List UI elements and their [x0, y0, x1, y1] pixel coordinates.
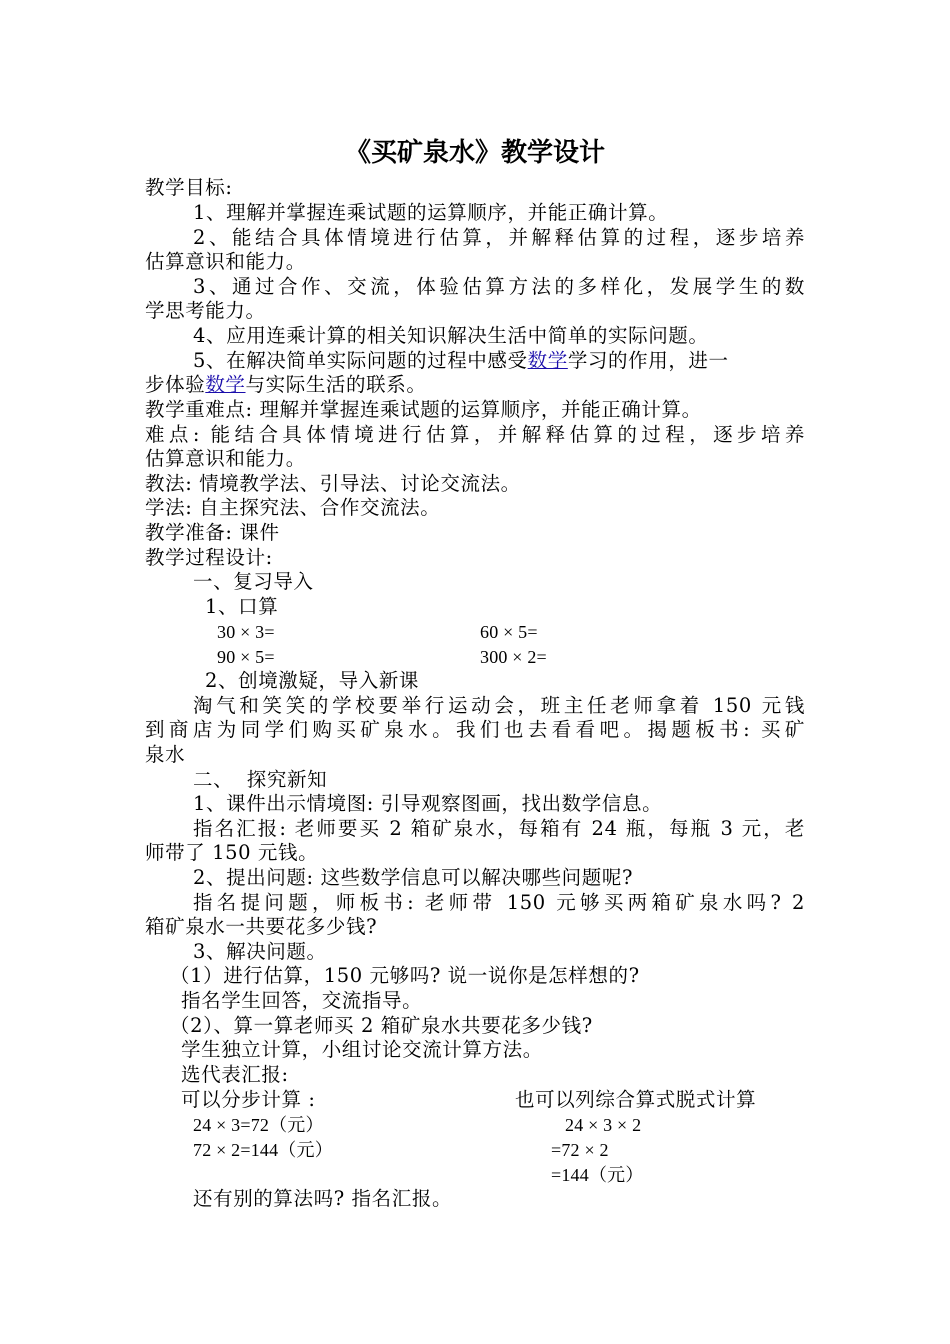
- story-line-1: 淘气和笑笑的学校要举行运动会，班主任老师拿着 150 元钱: [193, 694, 805, 717]
- objective-5b-text-end: 与实际生活的联系。: [245, 373, 427, 396]
- key-points: 教学重难点: 理解并掌握连乘试题的运算顺序，并能正确计算。: [145, 398, 702, 421]
- question-1-answer: 指名学生回答，交流指导。: [181, 989, 423, 1012]
- math-link[interactable]: 数学: [527, 349, 568, 372]
- stepwise-calc-2: 72 × 2=144（元）: [193, 1140, 333, 1160]
- teaching-method: 教法: 情境教学法、引导法、讨论交流法。: [145, 472, 521, 495]
- objective-2-line-2: 估算意识和能力。: [145, 250, 306, 273]
- combined-label: 也可以列综合算式脱式计算: [515, 1088, 757, 1111]
- objective-1: 1、理解并掌握连乘试题的运算顺序，并能正确计算。: [193, 201, 669, 224]
- objective-5-text-end: 学习的作用，进一: [567, 349, 729, 372]
- oral-calc-heading: 1、口算: [205, 595, 279, 618]
- question-line-1: 指名提问题，师板书: 老师带 150 元够买两箱矿泉水吗? 2: [193, 891, 805, 914]
- difficulty-line-2: 估算意识和能力。: [145, 447, 306, 470]
- section-2-heading: 二、 探究新知: [193, 768, 328, 791]
- story-line-2: 到商店为同学们购买矿泉水。我们也去看看吧。揭题板书: 买矿: [145, 718, 805, 741]
- objectives-heading: 教学目标:: [145, 176, 233, 199]
- combined-calc-1: 24 × 3 × 2: [565, 1115, 642, 1135]
- math-link-2[interactable]: 数学: [205, 373, 246, 396]
- process-heading: 教学过程设计:: [145, 546, 273, 569]
- report-heading: 选代表汇报:: [181, 1063, 289, 1086]
- objective-5b-text: 步体验: [145, 373, 206, 396]
- preparation: 教学准备: 课件: [145, 521, 280, 544]
- report-line-2: 师带了 150 元钱。: [145, 841, 319, 864]
- oral-calc-3: 90 × 5=: [217, 647, 275, 667]
- oral-calc-2: 60 × 5=: [480, 622, 538, 642]
- oral-calc-1: 30 × 3=: [217, 622, 275, 642]
- learning-method: 学法: 自主探究法、合作交流法。: [145, 496, 441, 519]
- question-1: （1）进行估算，150 元够吗? 说一说你是怎样想的?: [170, 964, 640, 987]
- objective-2-line-1: 2、能结合具体情境进行估算，并解释估算的过程，逐步培养: [193, 226, 805, 249]
- scene-heading: 2、创境激疑，导入新课: [205, 669, 420, 692]
- document-title: 《买矿泉水》教学设计: [344, 138, 605, 168]
- objective-4: 4、应用连乘计算的相关知识解决生活中简单的实际问题。: [193, 324, 709, 347]
- step-1: 1、课件出示情境图: 引导观察图画，找出数学信息。: [193, 792, 663, 815]
- stepwise-label: 可以分步计算 :: [181, 1088, 316, 1111]
- oral-calc-4: 300 × 2=: [480, 647, 547, 667]
- question-2-answer: 学生独立计算，小组讨论交流计算方法。: [181, 1038, 543, 1061]
- objective-5-text: 5、在解决简单实际问题的过程中感受: [193, 349, 528, 372]
- combined-calc-3: =144（元）: [551, 1165, 644, 1185]
- objective-5-line-1: [193, 349, 729, 373]
- combined-calc-2: =72 × 2: [551, 1140, 609, 1160]
- step-2: 2、提出问题: 这些数学信息可以解决哪些问题呢?: [193, 866, 634, 889]
- objective-3-line-1: 3、通过合作、交流，体验估算方法的多样化，发展学生的数: [193, 275, 805, 298]
- other-methods: 还有别的算法吗? 指名汇报。: [193, 1187, 453, 1210]
- report-line-1: 指名汇报: 老师要买 2 箱矿泉水，每箱有 24 瓶，每瓶 3 元，老: [193, 817, 805, 840]
- objective-5-line-2: [145, 373, 426, 397]
- question-line-2: 箱矿泉水一共要花多少钱?: [145, 915, 378, 938]
- question-2: （2）、算一算老师买 2 箱矿泉水共要花多少钱?: [170, 1014, 593, 1037]
- objective-3-line-2: 学思考能力。: [145, 299, 266, 322]
- section-1-heading: 一、复习导入: [193, 570, 314, 593]
- difficulty-line-1: 难点: 能结合具体情境进行估算，并解释估算的过程，逐步培养: [145, 423, 805, 446]
- stepwise-calc-1: 24 × 3=72（元）: [193, 1115, 324, 1135]
- step-3: 3、解决问题。: [193, 940, 327, 963]
- story-line-3: 泉水: [145, 743, 186, 766]
